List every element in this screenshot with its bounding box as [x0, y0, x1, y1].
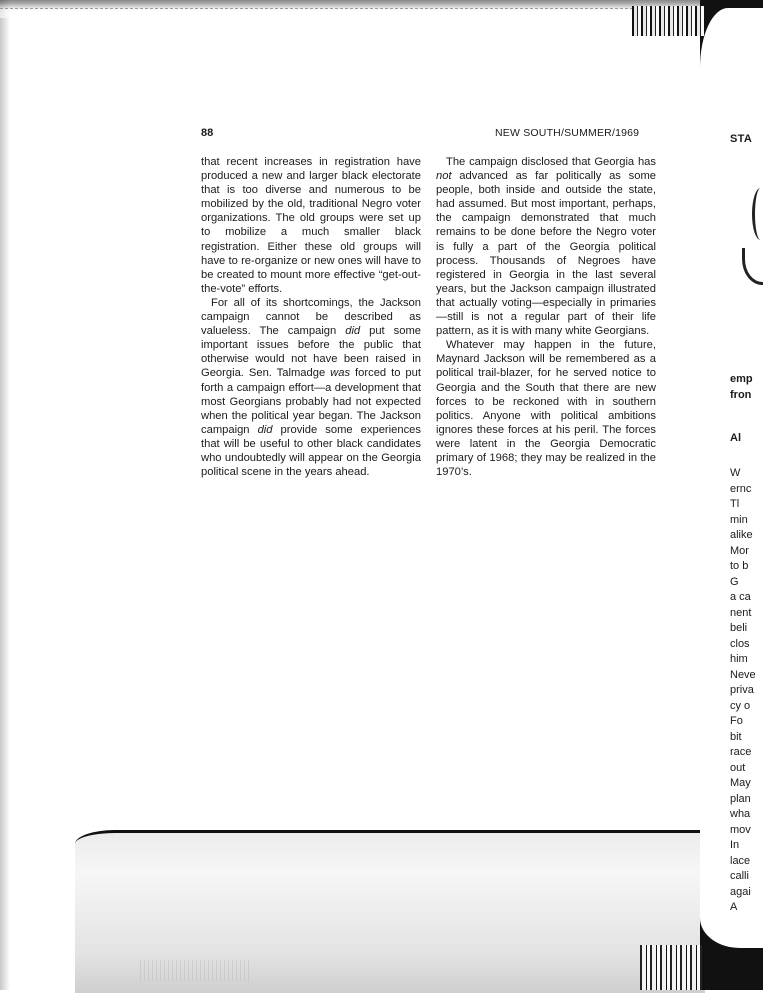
facing-page-heading: Al: [730, 432, 741, 444]
facing-body-line: lace: [730, 854, 751, 867]
facing-page-fragment: [700, 8, 763, 948]
emphasis: did: [345, 325, 361, 338]
facing-body-line: A: [730, 901, 738, 913]
facing-body-line: beli: [730, 622, 748, 634]
article-column-right: [436, 155, 656, 479]
facing-page-body: [730, 466, 756, 916]
facing-body-line: priva: [730, 684, 754, 696]
facing-body-line: Mor: [730, 544, 749, 557]
facing-body-line: a ca: [730, 591, 751, 603]
facing-page-running-head: STA: [730, 133, 753, 145]
facing-page-illustration: [752, 188, 763, 240]
facing-page-caption: [730, 372, 753, 403]
facing-body-line: bit: [730, 730, 742, 743]
facing-body-line: ernc: [730, 482, 752, 495]
facing-body-line: G: [730, 575, 739, 588]
gutter-bottom-artifact: [640, 945, 702, 990]
facing-body-line: out: [730, 761, 746, 774]
facing-body-line: to b: [730, 560, 749, 572]
facing-body-line: mov: [730, 823, 751, 836]
facing-body-line: agai: [730, 885, 751, 898]
running-head: NEW SOUTH/SUMMER/1969: [495, 127, 640, 139]
facing-page-illustration-2: [742, 248, 763, 285]
emphasis: not: [436, 170, 452, 183]
paragraph: that recent increases in registration have produced a new and larger black electorate that is too diverse and numerous to be mobilized by the old, traditional Negro voter organizations. The old groups were set up to mobilize a much smaller black registration. Either these old groups will have to re-organize or new ones will have to be created to mount more effective “get-out-the-vote” efforts.: [201, 156, 421, 295]
emphasis: did: [257, 423, 273, 436]
facing-body-line: Fo: [730, 715, 743, 727]
paragraph: The campaign disclosed that Georgia has not advanced as far politically as some people, both inside and outside the state, had assumed. But most important, perhaps, the campaign demonstrated that much remains to be done before the Negro voter is fully a part of the Georgia political process. Thousands of Negroes have registered in Georgia in the last several years, but the Jackson campaign illustrated that actually voting—especially in primaries—still is not a regular part of their life pattern, as it is with many white Georgians.: [436, 156, 656, 338]
paragraph: Whatever may happen in the future, Maynard Jackson will be remembered as a political trail-blazer, for he served notice to Georgia and the South that there are new forces to be reckoned with in southern politics. Anyone with political ambitions ignores these forces at his peril. The forces were latent in the Georgia Democratic primary of 1968; they may be realized in the 1970’s.: [436, 339, 656, 479]
facing-body-line: plan: [730, 792, 751, 805]
facing-body-line: wha: [730, 808, 751, 820]
article-column-left: [201, 155, 421, 479]
facing-body-line: min: [730, 513, 748, 526]
scan-noise: [140, 960, 250, 982]
page-number: 88: [201, 127, 214, 139]
gutter-top-artifact: [632, 6, 704, 36]
facing-body-line: May: [730, 777, 751, 789]
facing-body-line: alike: [730, 529, 753, 541]
paragraph: For all of its shortcomings, the Jackson campaign cannot be described as valueless. The campaign did put some important issues before the public that otherwise would not have been raised in Georgia. Sen. Talmadge was forced to put forth a campaign effort—a development that most Georgians probably had not expected when the political year began. The Jackson campaign did provide some experiences that will be useful to other black candidates who undoubtedly will appear on the Georgia political scene in the years ahead.: [201, 296, 421, 479]
facing-body-line: race: [730, 746, 752, 758]
facing-body-line: Neve: [730, 668, 756, 681]
emphasis: was: [330, 367, 351, 380]
facing-body-line: cy o: [730, 699, 751, 712]
facing-body-line: him: [730, 653, 748, 665]
facing-body-line: clos: [730, 637, 750, 650]
facing-caption-line: emp: [730, 373, 753, 385]
facing-body-line: In: [730, 839, 740, 851]
facing-body-line: nent: [730, 606, 752, 619]
facing-caption-line: fron: [730, 388, 752, 401]
scan-left-edge: [0, 0, 10, 990]
facing-body-line: calli: [730, 870, 749, 882]
facing-body-line: W: [730, 467, 741, 479]
facing-body-line: Tl: [730, 498, 740, 510]
